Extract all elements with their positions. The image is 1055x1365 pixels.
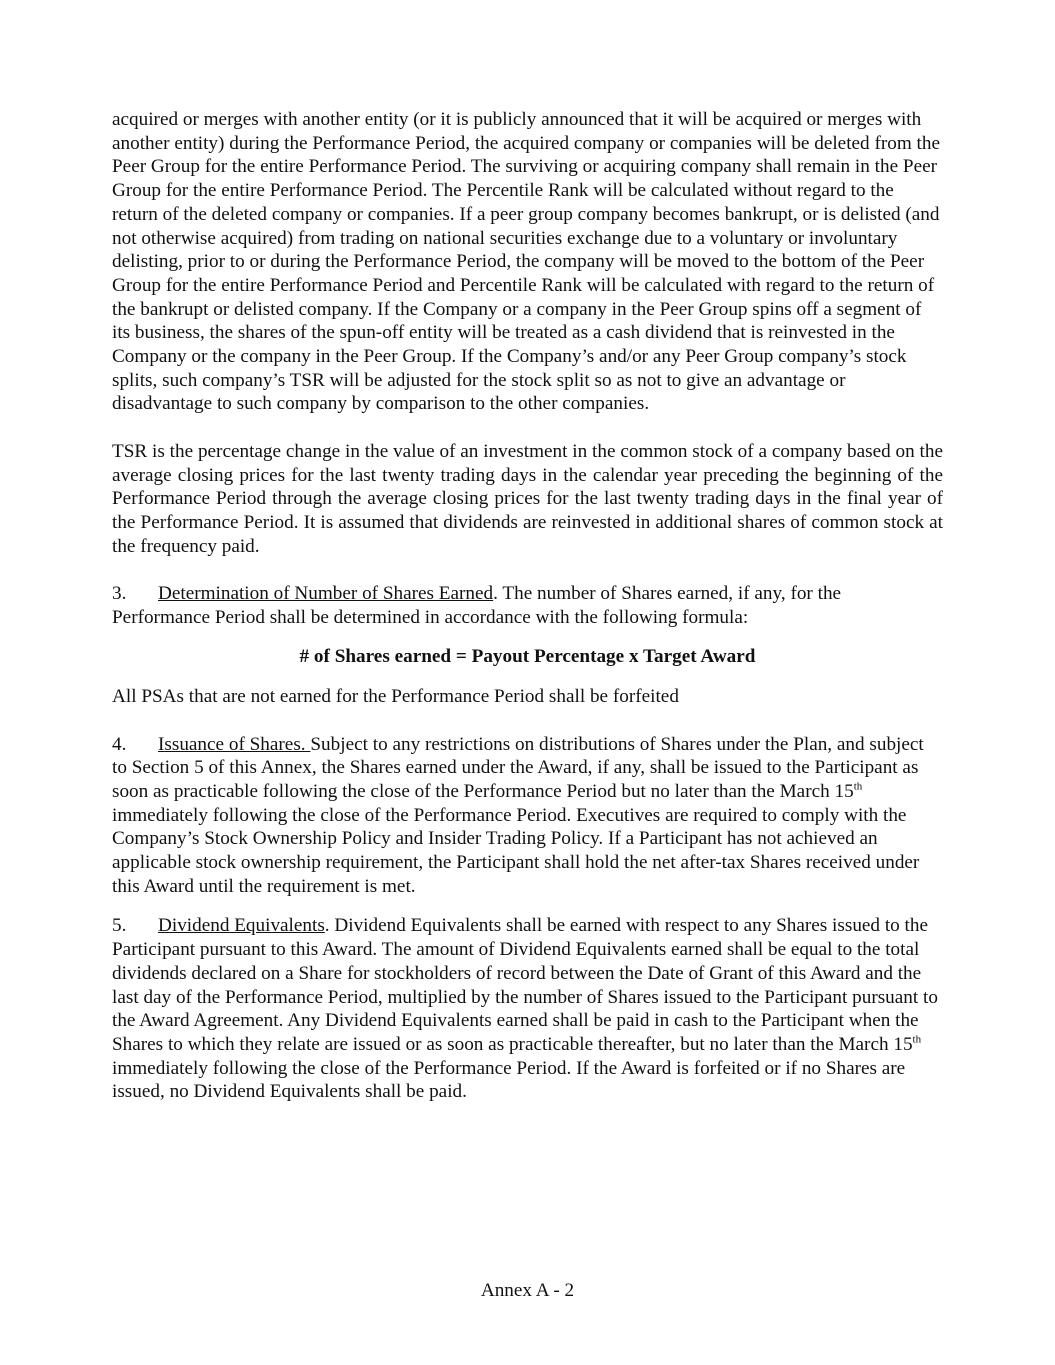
section-3-number: 3. — [112, 583, 127, 605]
page-footer — [0, 1280, 1055, 1302]
section-4-text-b: immediately following the close of the Performance Period. Executives are required to comply with the Company’s Stock Ownership Policy and Insider Trading Policy. If a Participant has not achieved an applicable stock ownership requirement, the Participant shall hold the net after-tax Shares received under this Award until the requirement is met. — [112, 804, 920, 897]
peer-group-adjustment-paragraph: acquired or merges with another entity (or it is publicly announced that it will be acquired or merges with another entity) during the Performance Period, the acquired company or companies will be deleted from the Peer Group for the entire Performance Period. The surviving or acquiring company shall remain in the Peer Group for the entire Performance Period. The Percentile Rank will be calculated without regard to the return of the deleted company or companies. If a peer group company becomes bankrupt, or is delisted (and not otherwise acquired) from trading on national securities exchange due to a voluntary or involuntary delisting, prior to or during the Performance Period, the company will be moved to the bottom of the Peer Group for the entire Performance Period and Percentile Rank will be calculated with regard to the return of the bankrupt or delisted company. If the Company or a company in the Peer Group spins off a segment of its business, the shares of the spun-off entity will be treated as a cash dividend that is reinvested in the Company or the company in the Peer Group. If the Company’s and/or any Peer Group company’s stock splits, such company’s TSR will be adjusted for the stock split so as not to give an advantage or disadvantage to such company by comparison to the other companies. — [112, 109, 940, 415]
page-number-label: Annex A - 2 — [480, 1280, 575, 1301]
section-4-heading: Issuance of Shares. — [158, 733, 311, 755]
section-5-heading: Dividend Equivalents — [158, 915, 325, 937]
section-5-number: 5. — [112, 915, 127, 937]
section-4-text-a: Subject to any restrictions on distributions of Shares under the Plan, and subject to Section 5 of this Annex, the Shares earned under the Award, if any, shall be issued to the Participant as soon as practicable following the close of the Performance Period but no later than the March 15 — [112, 733, 924, 802]
section-4 — [112, 733, 943, 899]
section-3-heading: Determination of Number of Shares Earned — [158, 583, 494, 605]
section-4-superscript: th — [853, 780, 863, 793]
section-3 — [112, 582, 943, 629]
section-3-text: . The number of Shares earned, if any, for the Performance Period shall be determined in accordance with the following formula: — [112, 583, 842, 628]
shares-earned-formula: # of Shares earned = Payout Percentage x Target Award — [299, 646, 756, 668]
forfeiture-statement: All PSAs that are not earned for the Performance Period shall be forfeited — [112, 686, 679, 708]
document-body — [112, 108, 943, 1104]
section-5 — [112, 914, 943, 1104]
section-5-text-a: . Dividend Equivalents shall be earned with respect to any Shares issued to the Participant pursuant to this Award. The amount of Dividend Equivalents earned shall be equal to the total dividends declared on a Share for stockholders of record between the Date of Grant of this Award and the last day of the Performance Period, multiplied by the number of Shares issued to the Participant pursuant to the Award Agreement. Any Dividend Equivalents earned shall be paid in cash to the Participant when the Shares to which they relate are issued or as soon as practicable thereafter, but no later than the March 15 — [112, 915, 938, 1055]
section-5-text-b: immediately following the close of the Performance Period. If the Award is forfeited or if no Shares are issued, no Dividend Equivalents shall be paid. — [112, 1057, 906, 1103]
section-5-superscript: th — [912, 1033, 922, 1046]
section-4-number: 4. — [112, 733, 127, 755]
tsr-definition-paragraph: TSR is the percentage change in the value of an investment in the common stock of a company based on the average closing prices for the last twenty trading days in the calendar year preceding the beginning of the Performance Period through the average closing prices for the last twenty trading days in the final year of the Performance Period. It is assumed that dividends are reinvested in additional shares of common stock at the frequency paid. — [112, 440, 943, 557]
